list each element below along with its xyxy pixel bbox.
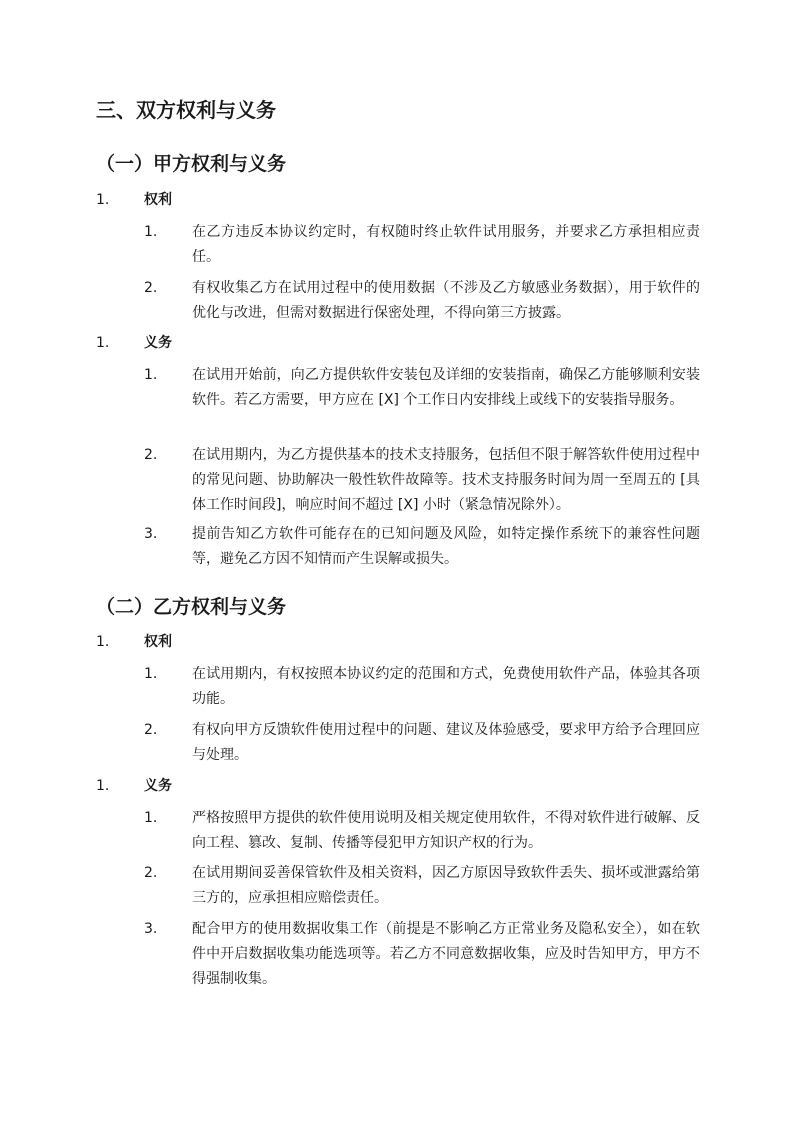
list-number: 2. [144, 722, 158, 738]
list-item-text: 有权向甲方反馈软件使用过程中的问题、建议及体验感受，要求甲方给予合理回应与处理。 [192, 722, 700, 763]
subheading-label: 义务 [144, 335, 172, 351]
list-number: 2. [144, 865, 158, 881]
list-number: 1. [144, 224, 158, 240]
list-item-text: 配合甲方的使用数据收集工作（前提是不影响乙方正常业务及隐私安全），如在软件中开启数据收集功能选项等。若乙方不同意数据收集，应及时告知甲方，甲方不得强制收集。 [192, 921, 700, 987]
list-number: 1. [144, 367, 158, 383]
list-number: 1. [96, 192, 110, 208]
list-number: 1. [144, 810, 158, 826]
list-number: 1. [96, 634, 110, 650]
party-b-heading: （二）乙方权利与义务 [96, 596, 287, 618]
list-number: 1. [96, 778, 110, 794]
list-item-text: 在试用期内，有权按照本协议约定的范围和方式，免费使用软件产品，体验其各项功能。 [192, 666, 700, 707]
party-a-duties-subheading [96, 333, 736, 353]
subheading-label: 权利 [144, 634, 172, 650]
list-number: 1. [144, 666, 158, 682]
list-number: 3. [144, 526, 158, 542]
list-number: 2. [144, 280, 158, 296]
list-item-text: 在试用期间妥善保管软件及相关资料，因乙方原因导致软件丢失、损坏或泄露给第三方的，应承担相应赔偿责任。 [192, 865, 700, 906]
subheading-label: 权利 [144, 192, 172, 208]
list-item-text: 严格按照甲方提供的软件使用说明及相关规定使用软件，不得对软件进行破解、反向工程、篡改、复制、传播等侵犯甲方知识产权的行为。 [192, 810, 700, 851]
section-title: 三、双方权利与义务 [96, 98, 276, 122]
party-b-duties-subheading [96, 776, 736, 796]
list-number: 3. [144, 921, 158, 937]
party-b-rights-subheading [96, 632, 736, 652]
party-a-rights-subheading [96, 190, 736, 210]
list-item-text: 在试用开始前，向乙方提供软件安装包及详细的安装指南，确保乙方能够顺利安装软件。若乙方需要，甲方应在 [X] 个工作日内安排线上或线下的安装指导服务。 [192, 367, 700, 408]
list-number: 2. [144, 447, 158, 463]
list-item-text: 在试用期内，为乙方提供基本的技术支持服务，包括但不限于解答软件使用过程中的常见问题、协助解决一般性软件故障等。技术支持服务时间为周一至周五的 [具体工作时间段]，响应时间不超过 [X] 小时（紧急情况除外）。 [192, 447, 700, 513]
list-item-text: 提前告知乙方软件可能存在的已知问题及风险，如特定操作系统下的兼容性问题等，避免乙方因不知情而产生误解或损失。 [192, 526, 700, 567]
subheading-label: 义务 [144, 778, 172, 794]
list-number: 1. [96, 335, 110, 351]
list-item-text: 在乙方违反本协议约定时，有权随时终止软件试用服务，并要求乙方承担相应责任。 [192, 224, 700, 265]
party-a-heading: （一）甲方权利与义务 [96, 153, 287, 175]
list-item-text: 有权收集乙方在试用过程中的使用数据（不涉及乙方敏感业务数据），用于软件的优化与改进，但需对数据进行保密处理，不得向第三方披露。 [192, 280, 700, 321]
